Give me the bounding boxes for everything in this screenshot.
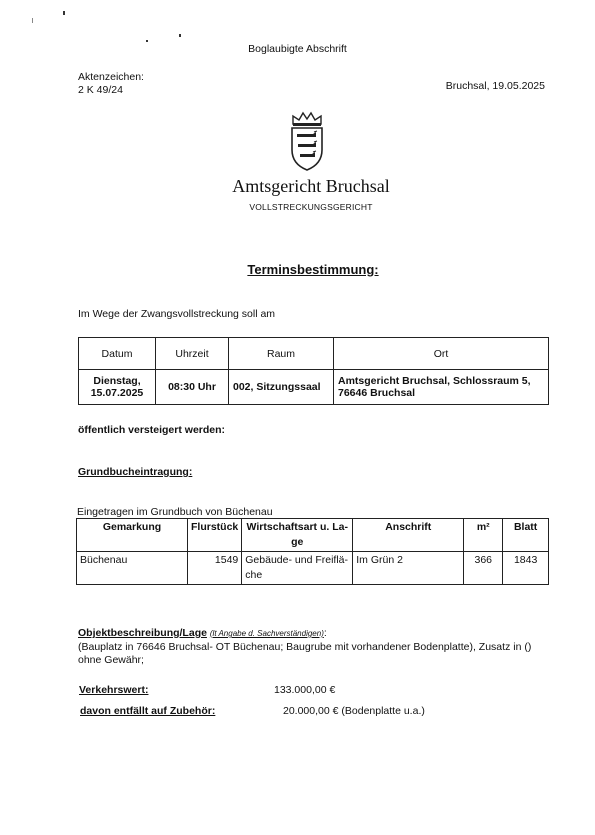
file-number-label: Aktenzeichen: bbox=[78, 71, 144, 83]
auction-statement: öffentlich versteigert werden: bbox=[78, 424, 226, 436]
header-wirtschaftsart-line1: Wirtschaftsart u. La- bbox=[246, 521, 348, 533]
land-register-header-row bbox=[77, 519, 549, 552]
cell-wirtschaftsart-line1: Gebäude- und Freiflä- bbox=[245, 554, 348, 566]
accessories-value: 20.000,00 € (Bodenplatte u.a.) bbox=[283, 705, 425, 717]
header-flurstueck: Flurstück bbox=[188, 519, 242, 552]
place-date: Bruchsal, 19.05.2025 bbox=[445, 80, 545, 92]
header-gemarkung: Gemarkung bbox=[77, 519, 188, 552]
appointment-row bbox=[79, 370, 549, 405]
object-description-heading bbox=[78, 627, 327, 639]
appointment-date-value: 15.07.2025 bbox=[90, 387, 144, 399]
appointment-place-line2: 76646 Bruchsal bbox=[338, 387, 416, 399]
cell-gemarkung: Büchenau bbox=[77, 552, 188, 585]
appointment-place-line1: Amtsgericht Bruchsal, Schlossraum 5, bbox=[338, 375, 531, 387]
appointment-header-row bbox=[79, 338, 549, 370]
cell-blatt: 1843 bbox=[503, 552, 549, 585]
intro-text: Im Wege der Zwangsvollstreckung soll am bbox=[78, 308, 276, 320]
file-number: 2 K 49/24 bbox=[78, 84, 123, 96]
appointment-weekday: Dienstag, bbox=[93, 375, 141, 387]
cell-wirtschaftsart-line2: che bbox=[245, 569, 263, 581]
object-description-label: Objektbeschreibung/Lage bbox=[78, 627, 207, 639]
header-ort: Ort bbox=[334, 338, 549, 370]
object-description-text: (Bauplatz in 76646 Bruchsal- OT Büchenau; Baugrube mit vorhandener Bodenplatte), Zusatz in () ohne Gewähr; bbox=[78, 641, 532, 666]
header-blatt: Blatt bbox=[503, 519, 549, 552]
file-number-block bbox=[78, 71, 144, 97]
header-uhrzeit: Uhrzeit bbox=[156, 338, 229, 370]
header-anschrift: Anschrift bbox=[353, 519, 464, 552]
object-description-note: (lt Angabe d. Sachverständigen) bbox=[209, 629, 324, 638]
coat-of-arms-icon bbox=[287, 110, 327, 172]
header-datum: Datum bbox=[79, 338, 156, 370]
land-register-entry-text: Eingetragen im Grundbuch von Büchenau bbox=[77, 506, 273, 518]
object-description-colon: : bbox=[323, 627, 327, 639]
scan-speck bbox=[146, 40, 148, 42]
market-value-label: Verkehrswert: bbox=[79, 684, 149, 696]
certified-copy-heading: Boglaubigte Abschrift bbox=[248, 43, 347, 55]
market-value: 133.000,00 € bbox=[274, 684, 336, 696]
cell-m2: 366 bbox=[464, 552, 503, 585]
appointment-room: 002, Sitzungssaal bbox=[229, 370, 334, 405]
cell-flurstueck: 1549 bbox=[188, 552, 242, 585]
header-wirtschaftsart-line2: ge bbox=[291, 536, 304, 548]
land-register-row bbox=[77, 552, 549, 585]
cell-anschrift: Im Grün 2 bbox=[353, 552, 464, 585]
appointment-time: 08:30 Uhr bbox=[156, 370, 229, 405]
accessories-label: davon entfällt auf Zubehör: bbox=[80, 705, 216, 717]
header-m2: m² bbox=[464, 519, 503, 552]
header-wirtschaftsart bbox=[242, 519, 353, 552]
land-register-table bbox=[76, 518, 549, 585]
appointment-date bbox=[79, 370, 156, 405]
scan-speck bbox=[32, 18, 33, 23]
cell-wirtschaftsart bbox=[242, 552, 353, 585]
appointment-table bbox=[78, 337, 549, 405]
header-raum: Raum bbox=[229, 338, 334, 370]
scan-speck bbox=[63, 11, 65, 15]
document-title: Terminsbestimmung: bbox=[247, 262, 379, 277]
scan-speck bbox=[179, 34, 181, 37]
court-name: Amtsgericht Bruchsal bbox=[232, 176, 390, 196]
court-department: VOLLSTRECKUNGSGERICHT bbox=[249, 202, 373, 212]
land-register-heading: Grundbucheintragung: bbox=[78, 466, 193, 478]
appointment-place bbox=[334, 370, 549, 405]
